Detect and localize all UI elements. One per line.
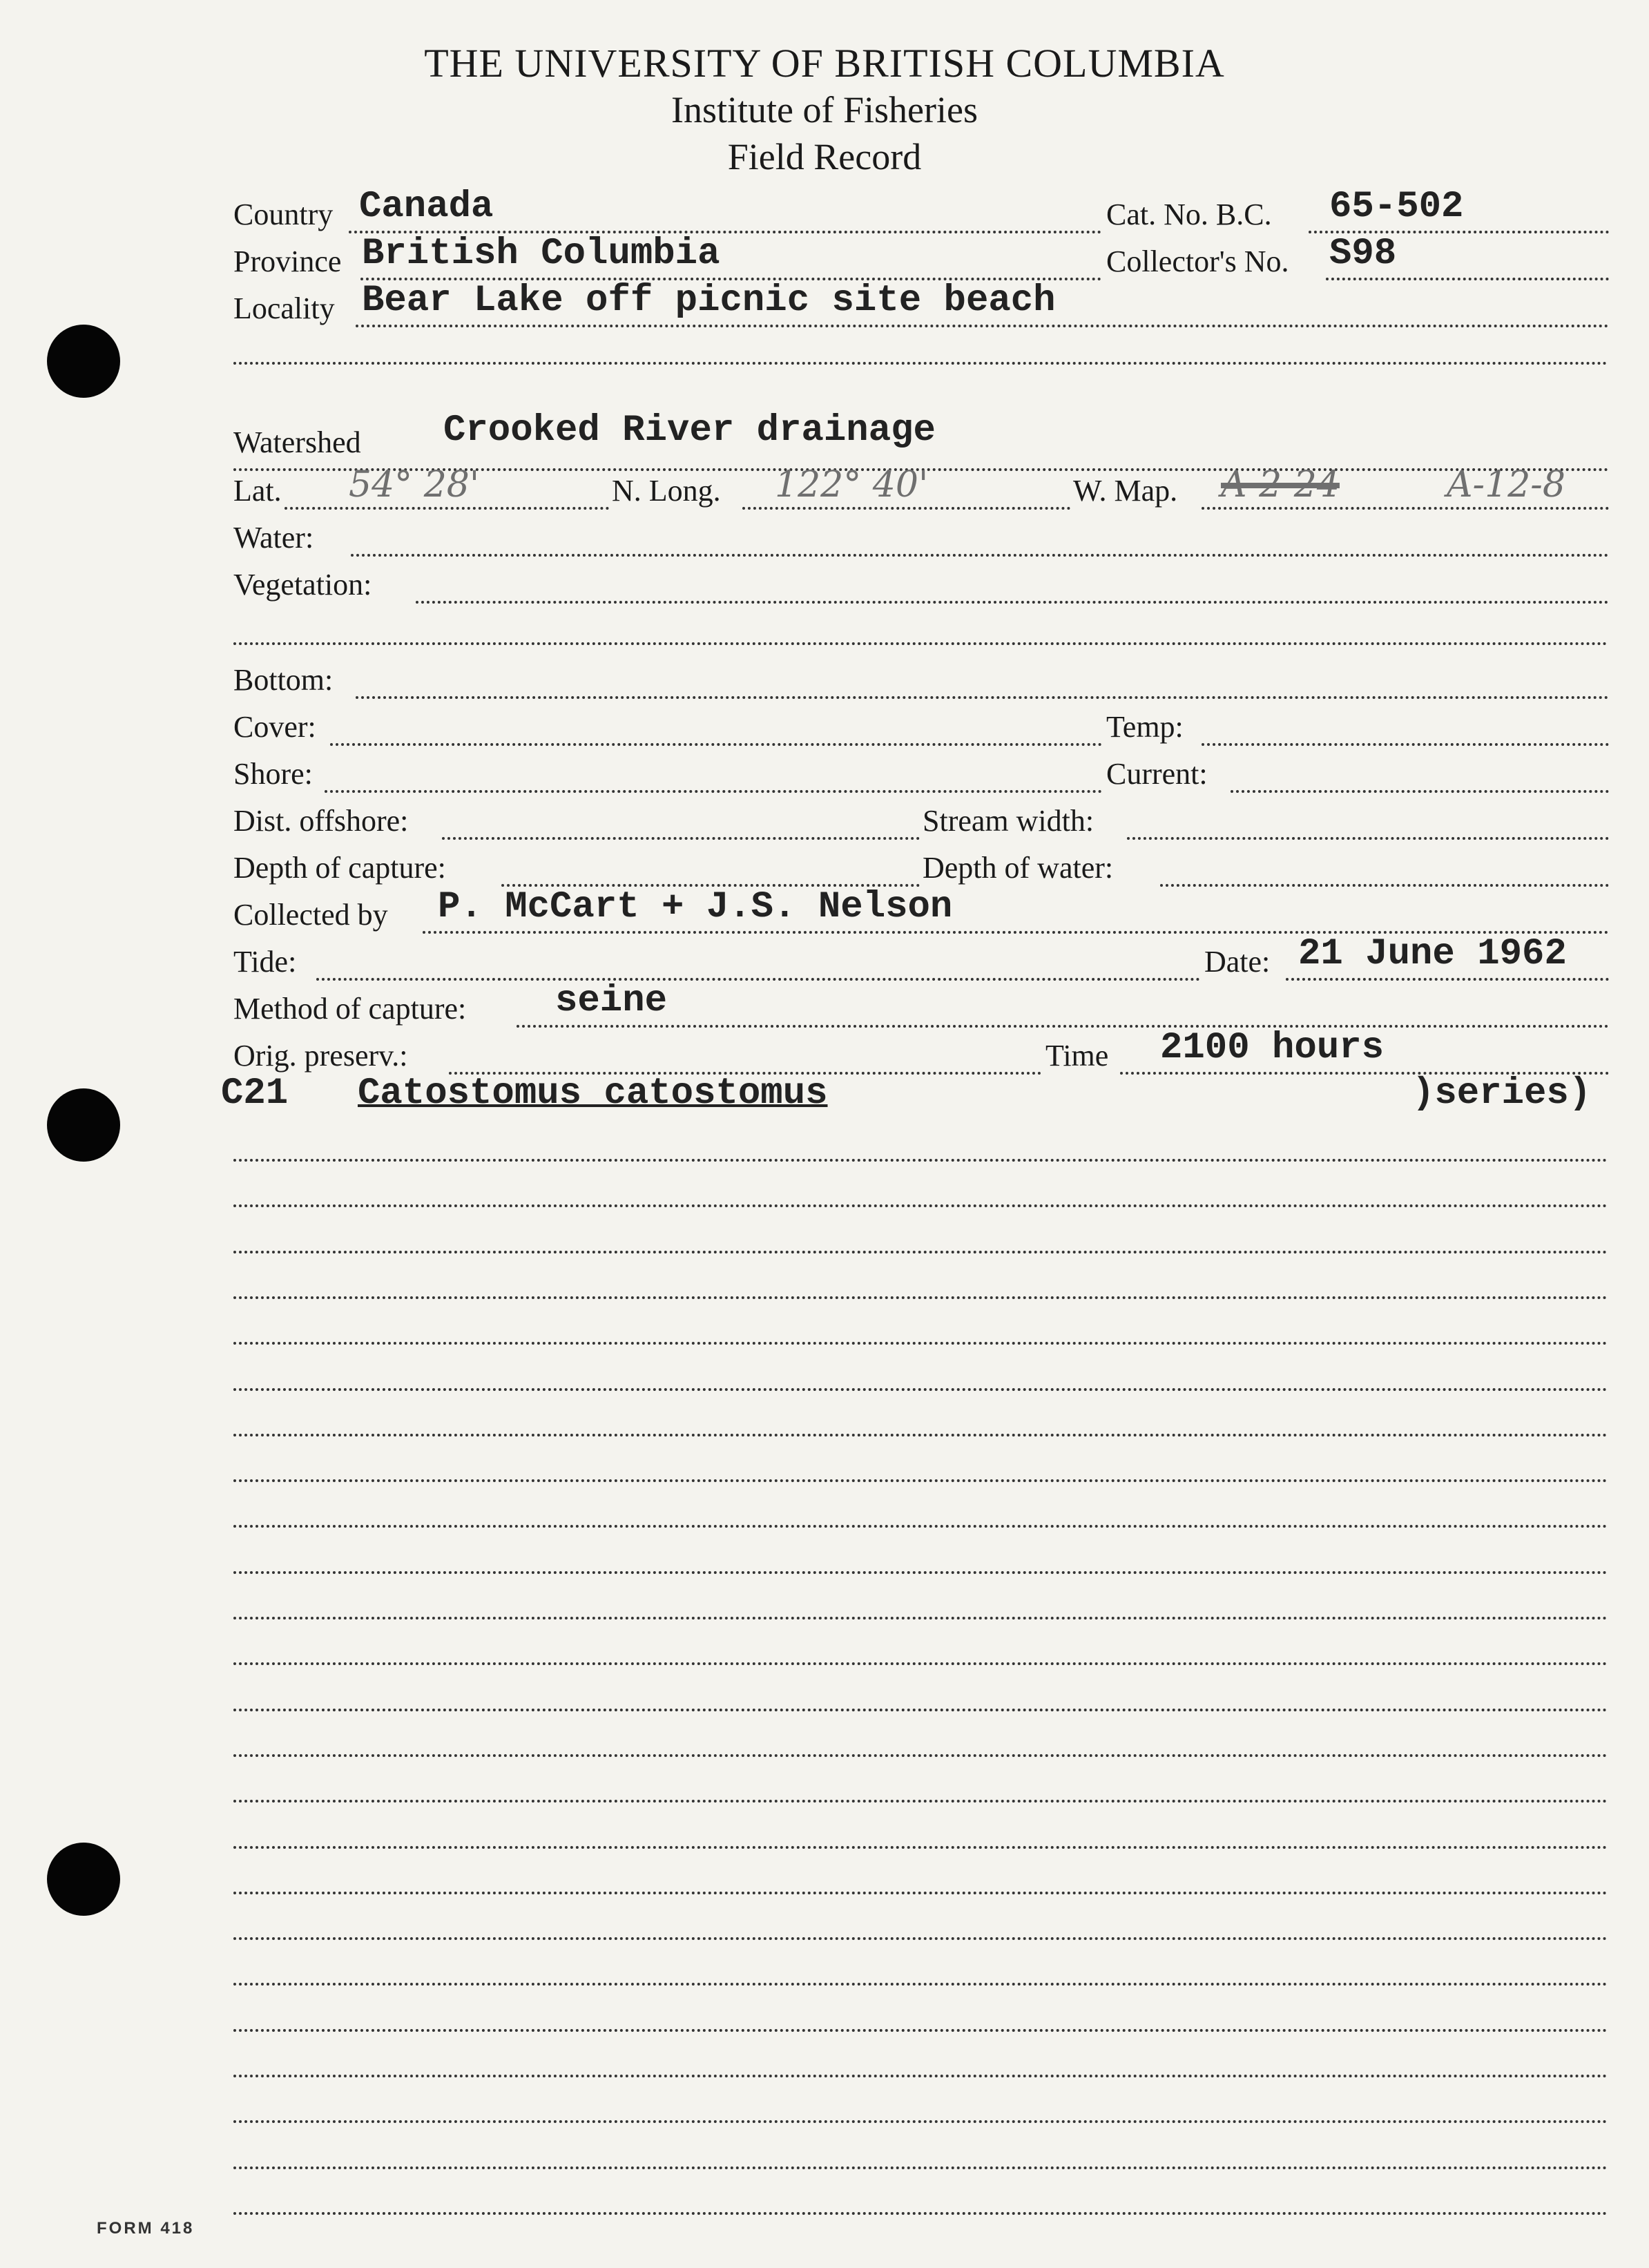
coordinates-row	[0, 464, 1649, 512]
locality-value: Bear Lake off picnic site beach	[362, 280, 1056, 322]
cover-label: Cover:	[233, 710, 316, 744]
blank-ruled-line	[233, 1754, 1608, 1757]
long-line	[742, 507, 1070, 510]
method-row	[0, 980, 1649, 1030]
collected-by-row	[0, 886, 1649, 936]
locality-line	[356, 325, 1609, 327]
country-value: Canada	[359, 186, 494, 228]
province-label: Province	[233, 244, 342, 278]
method-label: Method of capture:	[233, 992, 467, 1026]
blank-ruled-line	[233, 1204, 1608, 1207]
depth-row	[0, 848, 1649, 890]
cat-no-value: 65-502	[1329, 186, 1464, 228]
punch-hole-top	[47, 325, 120, 398]
blank-ruled-line	[233, 1983, 1608, 1986]
orig-preserv-label: Orig. preserv.:	[233, 1039, 408, 1073]
cover-line	[330, 743, 1102, 746]
blank-ruled-line	[233, 1937, 1608, 1940]
stream-width-label: Stream width:	[923, 804, 1094, 838]
date-value: 21 June 1962	[1298, 933, 1567, 975]
locality-label: Locality	[233, 291, 335, 325]
shore-label: Shore:	[233, 757, 313, 791]
specimen-code: C21	[221, 1073, 289, 1115]
method-value: seine	[555, 980, 668, 1022]
temp-label: Temp:	[1106, 710, 1184, 744]
country-label: Country	[233, 198, 334, 231]
depth-water-label: Depth of water:	[923, 851, 1114, 885]
blank-ruled-line	[233, 1342, 1608, 1345]
specimen-row	[0, 1073, 1649, 1119]
stream-width-line	[1127, 837, 1609, 840]
blank-ruled-line	[233, 2029, 1608, 2032]
date-label: Date:	[1204, 945, 1271, 979]
cat-no-label: Cat. No. B.C.	[1106, 198, 1272, 231]
tide-label: Tide:	[233, 945, 297, 979]
lat-label: Lat.	[233, 474, 282, 508]
current-label: Current:	[1106, 757, 1208, 791]
punch-hole-bottom	[47, 1843, 120, 1916]
blank-ruled-line	[233, 2075, 1608, 2077]
bottom-line	[356, 696, 1609, 699]
collectors-no-label: Collector's No.	[1106, 244, 1289, 278]
depth-capture-label: Depth of capture:	[233, 851, 446, 885]
map-line	[1202, 507, 1609, 510]
blank-ruled-line	[233, 1709, 1608, 1711]
dist-offshore-line	[442, 837, 920, 840]
blank-ruled-line	[233, 2212, 1608, 2215]
orig-preserv-row	[0, 1027, 1649, 1077]
water-line	[351, 554, 1609, 557]
collectors-no-value: S98	[1329, 233, 1397, 275]
water-label: Water:	[233, 521, 314, 555]
blank-ruled-line	[233, 1434, 1608, 1436]
temp-line	[1202, 743, 1609, 746]
blank-ruled-line	[233, 1525, 1608, 1528]
specimen-suffix: )series)	[1412, 1073, 1592, 1115]
time-label: Time	[1045, 1039, 1109, 1073]
blank-ruled-line	[233, 1388, 1608, 1391]
blank-ruled-line	[233, 1846, 1608, 1849]
bottom-row	[0, 660, 1649, 702]
dist-offshore-row	[0, 801, 1649, 843]
blank-ruled-line	[233, 1800, 1608, 1803]
blank-ruled-line	[233, 1892, 1608, 1894]
blank-ruled-line	[233, 1571, 1608, 1574]
time-value: 2100 hours	[1160, 1027, 1385, 1069]
map-value: A-12-8	[1447, 464, 1565, 506]
specimen-name: Catostomus catostomus	[358, 1073, 828, 1115]
university-title: THE UNIVERSITY OF BRITISH COLUMBIA	[424, 41, 1225, 86]
long-label: N. Long.	[612, 474, 721, 508]
record-title: Field Record	[727, 136, 922, 177]
tide-row	[0, 933, 1649, 983]
collectors-no-line	[1326, 278, 1609, 280]
cover-row	[0, 707, 1649, 749]
current-line	[1231, 790, 1609, 793]
blank-ruled-line	[233, 1296, 1608, 1299]
lat-value: 54° 28'	[349, 464, 480, 506]
blank-ruled-line	[233, 1662, 1608, 1665]
dist-offshore-label: Dist. offshore:	[233, 804, 409, 838]
institute-title: Institute of Fisheries	[671, 89, 978, 131]
blank-ruled-line	[233, 1251, 1608, 1253]
depth-water-line	[1160, 884, 1609, 887]
watershed-row	[0, 410, 1649, 464]
map-label: W. Map.	[1073, 474, 1178, 508]
collected-by-label: Collected by	[233, 898, 388, 932]
locality-line-2	[233, 362, 1608, 365]
water-row	[0, 518, 1649, 559]
blank-ruled-line	[233, 1617, 1608, 1620]
blank-ruled-line	[233, 1479, 1608, 1482]
bottom-label: Bottom:	[233, 663, 334, 697]
map-value-struck: A-2-24	[1221, 464, 1340, 506]
watershed-value: Crooked River drainage	[443, 410, 936, 452]
shore-line	[325, 790, 1102, 793]
shore-row	[0, 754, 1649, 796]
vegetation-label: Vegetation:	[233, 568, 372, 602]
method-line	[517, 1025, 1609, 1028]
province-value: British Columbia	[362, 233, 720, 275]
country-row	[0, 186, 1649, 236]
tide-line	[316, 978, 1200, 981]
blank-ruled-line	[233, 2120, 1608, 2123]
vegetation-line-2	[233, 642, 1608, 645]
date-line	[1286, 978, 1609, 981]
watershed-label: Watershed	[233, 425, 361, 459]
vegetation-line	[416, 601, 1609, 604]
form-number: FORM 418	[97, 2219, 195, 2238]
long-value: 122° 40'	[775, 464, 929, 506]
blank-ruled-line	[233, 2166, 1608, 2169]
lat-line	[285, 507, 609, 510]
vegetation-row	[0, 565, 1649, 606]
blank-ruled-line	[233, 1159, 1608, 1162]
province-row	[0, 233, 1649, 283]
collected-by-value: P. McCart + J.S. Nelson	[438, 886, 953, 928]
locality-row	[0, 280, 1649, 330]
